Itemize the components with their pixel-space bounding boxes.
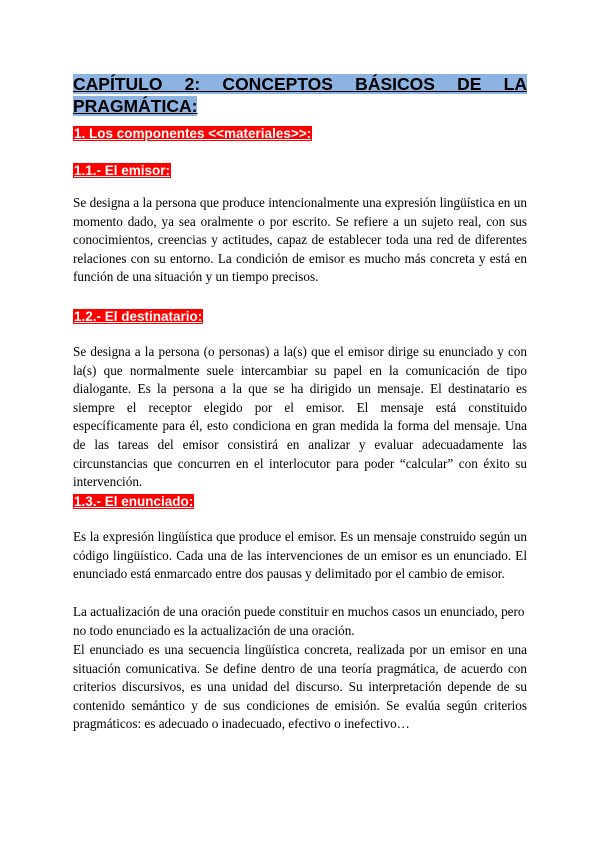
section-heading-destinatario <box>73 308 203 325</box>
chapter-title <box>73 73 527 117</box>
section-heading-components <box>73 125 312 142</box>
paragraph-enunciado-3: El enunciado es una secuencia lingüística concreta, realizada por un emisor en una situación comunicativa. Se define dentro de una teoría pragmática, de acuerdo con criterios discursivos, es una unidad del discurso. Su interpretación depende de su contenido semántico y de sus condiciones de emisión. Se evalúa según criterios pragmáticos: es adecuado o inadecuado, efectivo o inefectivo… <box>73 642 527 732</box>
paragraph-enunciado-1: Es la expresión lingüística que produce el emisor. Es un mensaje construido según un código lingüístico. Cada una de las intervenciones de un emisor es un enunciado. El enunciado está enmarcado entre dos pausas y delimitado por el cambio de emisor. <box>73 529 527 582</box>
paragraph-enunciado-2: La actualización de una oración puede constituir en muchos casos un enunciado, pero no todo enunciado es la actualización de una oración. <box>73 604 525 638</box>
paragraph-destinatario: Se designa a la persona (o personas) a la(s) que el emisor dirige su enunciado y con la(s) que normalmente suele intercambiar su papel en la comunicación de tipo dialogante. Es la persona a la que se ha dirigido un mensaje. El destinatario es siempre el receptor elegido por el emisor. El mensaje está constituido específicamente para él, esto condiciona en gran medida la forma del mensaje. Una de las tareas del emisor consistirá en analizar y evaluar adecuadamente las circunstancias que concurren en el interlocutor para poder “calcular” con éxito su intervención. <box>73 344 527 490</box>
paragraph-emisor: Se designa a la persona que produce intencionalmente una expresión lingüística en un momento dado, ya sea oralmente o por escrito. Se refiere a un sujeto real, con sus conocimientos, creencias y actitudes, capaz de establecer toda una red de diferentes relaciones con su entorno. La condición de emisor es mucho más concreta y está en función de una situación y un tiempo precisos. <box>73 195 527 285</box>
chapter-title-line-1: CAPÍTULO 2: CONCEPTOS BÁSICOS DE LA <box>73 74 527 94</box>
chapter-title-line-2: PRAGMÁTICA: <box>73 96 198 116</box>
section-heading-enunciado-text: 1.3.- El enunciado: <box>74 494 194 509</box>
section-heading-emisor <box>73 162 171 179</box>
section-heading-destinatario-text: 1.2.- El destinatario: <box>74 309 203 324</box>
section-heading-enunciado <box>73 493 194 510</box>
section-heading-components-text: 1. Los componentes <<materiales>>: <box>74 126 312 141</box>
section-heading-emisor-text: 1.1.- El emisor: <box>74 163 171 178</box>
